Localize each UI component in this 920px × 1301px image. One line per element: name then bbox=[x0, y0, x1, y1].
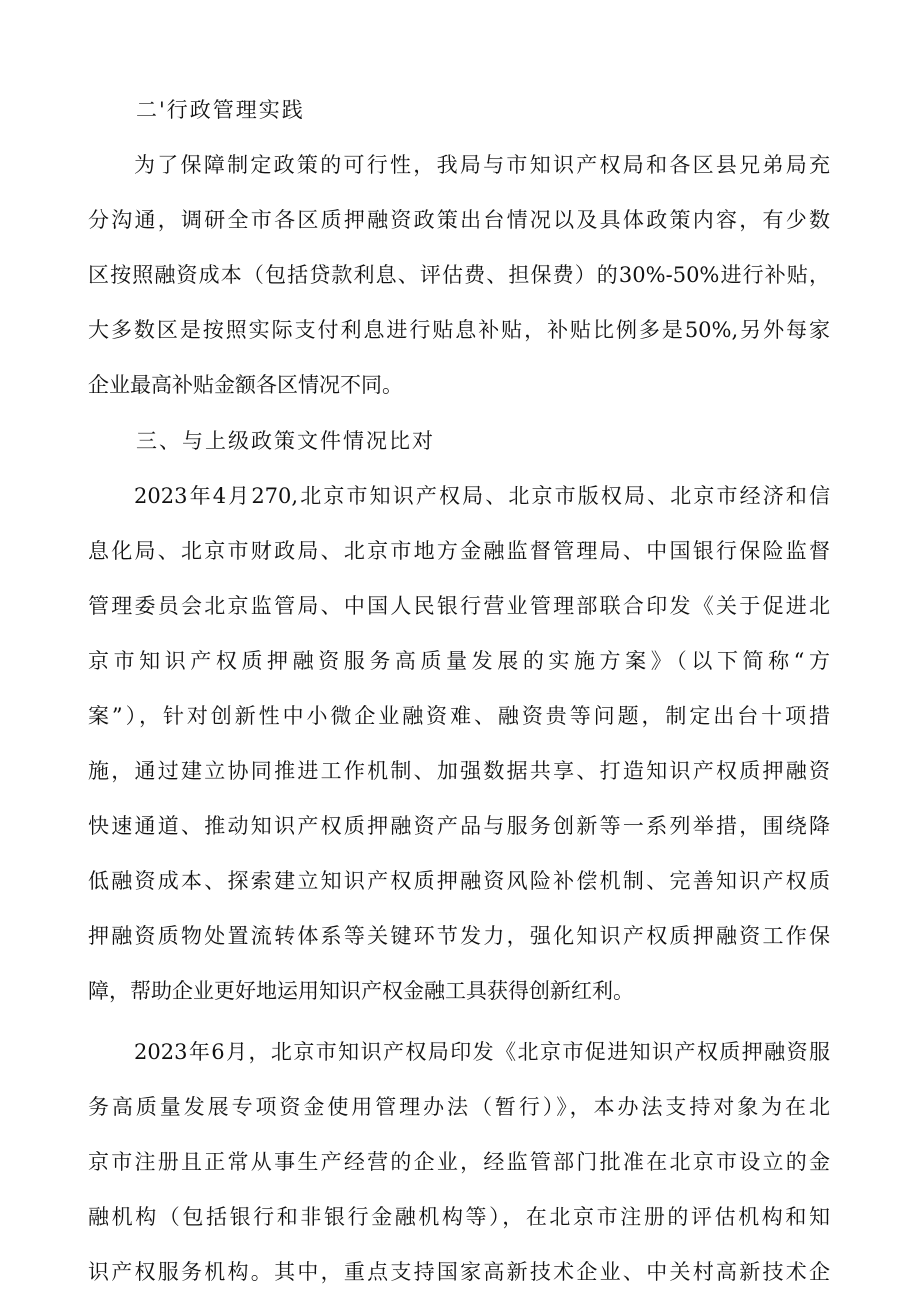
paragraph-line: 快速通道、推动知识产权质押融资产品与服务创新等一系列举措，围绕降 bbox=[88, 814, 830, 838]
paragraph-line: 分沟通，调研全市各区质押融资政策出台情况以及具体政策内容，有少数 bbox=[88, 208, 830, 232]
paragraph-line: 2023年4月270,北京市知识产权局、北京市版权局、北京市经济和信 bbox=[134, 484, 830, 508]
paragraph-line: 融机构（包括银行和非银行金融机构等），在北京市注册的评估机构和知 bbox=[88, 1205, 830, 1229]
paragraph-line: 施，通过建立协同推进工作机制、加强数据共享、打造知识产权质押融资 bbox=[88, 759, 830, 783]
paragraph-line: 为了保障制定政策的可行性，我局与市知识产权局和各区县兄弟局充 bbox=[134, 153, 830, 177]
paragraph-april-plan bbox=[88, 469, 830, 1019]
section-heading-policy-comparison: 三、与上级政策文件情况比对 bbox=[136, 429, 435, 453]
document-page bbox=[88, 82, 830, 1300]
paragraph-line: 押融资质物处置流转体系等关键环节发力，强化知识产权质押融资工作保 bbox=[88, 924, 830, 948]
paragraph-june-measures bbox=[88, 1025, 830, 1300]
paragraph-line: 识产权服务机构。其中，重点支持国家高新技术企业、中关村高新技术企 bbox=[88, 1260, 830, 1284]
paragraph-line: 务高质量发展专项资金使用管理办法（暂行）》，本办法支持对象为在北 bbox=[88, 1095, 830, 1119]
paragraph-line: 息化局、北京市财政局、北京市地方金融监督管理局、中国银行保险监督 bbox=[88, 539, 830, 563]
paragraph-line: 大多数区是按照实际支付利息进行贴息补贴，补贴比例多是50%,另外每家 bbox=[88, 318, 830, 342]
paragraph-line: 京市知识产权质押融资服务高质量发展的实施方案》（以下简称“方 bbox=[88, 649, 830, 673]
paragraph-line: 低融资成本、探索建立知识产权质押融资风险补偿机制、完善知识产权质 bbox=[88, 869, 830, 893]
paragraph-line: 企业最高补贴金额各区情况不同。 bbox=[88, 373, 403, 397]
section-heading-admin-practice: 二'行政管理实践 bbox=[136, 98, 305, 122]
paragraph-line: 管理委员会北京监管局、中国人民银行营业管理部联合印发《关于促进北 bbox=[88, 594, 830, 618]
paragraph-line: 区按照融资成本（包括贷款利息、评估费、担保费）的30%-50%进行补贴， bbox=[88, 263, 830, 287]
paragraph-line: 障，帮助企业更好地运用知识产权金融工具获得创新红利。 bbox=[88, 979, 634, 1003]
paragraph-line: 2023年6月，北京市知识产权局印发《北京市促进知识产权质押融资服 bbox=[134, 1040, 830, 1064]
paragraph-line: 案”），针对创新性中小微企业融资难、融资贵等问题，制定出台十项措 bbox=[88, 704, 830, 728]
paragraph-feasibility bbox=[88, 138, 830, 413]
paragraph-line: 京市注册且正常从事生产经营的企业，经监管部门批准在北京市设立的金 bbox=[88, 1150, 830, 1174]
